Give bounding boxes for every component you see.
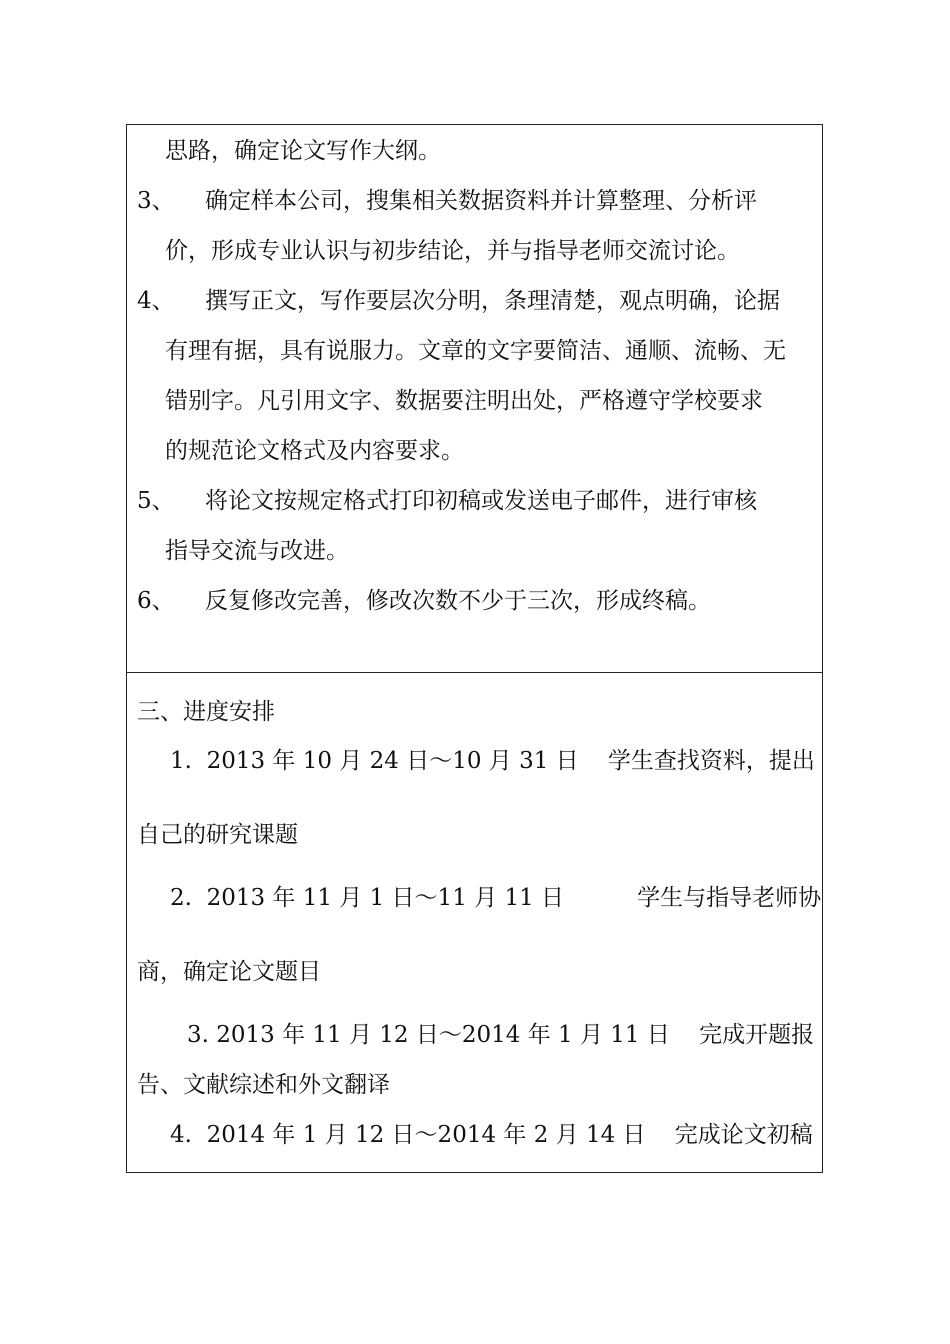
schedule-line: 1. 2013 年 10 月 24 日～10 月 31 日 学生查找资料，提出 (170, 748, 815, 774)
item-number: 4、 (137, 288, 175, 314)
schedule-line: 自己的研究课题 (137, 822, 298, 848)
text-line: 撰写正文，写作要层次分明，条理清楚，观点明确，论据 (205, 288, 780, 314)
schedule-line: 2. 2013 年 11 月 1 日～11 月 11 日 学生与指导老师协 (170, 885, 822, 911)
schedule-line: 3. 2013 年 11 月 12 日～2014 年 1 月 11 日 完成开题报 (187, 1022, 815, 1048)
schedule-line: 商，确定论文题目 (137, 959, 321, 985)
section-heading: 三、进度安排 (137, 699, 275, 725)
form-table (126, 124, 823, 1173)
text-line: 价，形成专业认识与初步结论，并与指导老师交流讨论。 (165, 238, 740, 264)
text-line: 有理有据，具有说服力。文章的文字要简洁、通顺、流畅、无 (165, 338, 786, 364)
text-line: 错别字。凡引用文字、数据要注明出处，严格遵守学校要求 (165, 388, 763, 414)
schedule-line: 4. 2014 年 1 月 12 日～2014 年 2 月 14 日 完成论文初稿 (170, 1122, 813, 1148)
text-line: 反复修改完善，修改次数不少于三次，形成终稿。 (205, 588, 711, 614)
text-line: 的规范论文格式及内容要求。 (165, 438, 464, 464)
section-divider (126, 672, 823, 673)
text-line: 确定样本公司，搜集相关数据资料并计算整理、分析评 (205, 188, 757, 214)
item-number: 6、 (137, 588, 175, 614)
text-line: 思路，确定论文写作大纲。 (165, 138, 441, 164)
text-line: 指导交流与改进。 (165, 538, 349, 564)
schedule-line: 告、文献综述和外文翻译 (137, 1072, 390, 1098)
text-line: 将论文按规定格式打印初稿或发送电子邮件，进行审核 (205, 488, 757, 514)
item-number: 3、 (137, 188, 175, 214)
item-number: 5、 (137, 488, 175, 514)
